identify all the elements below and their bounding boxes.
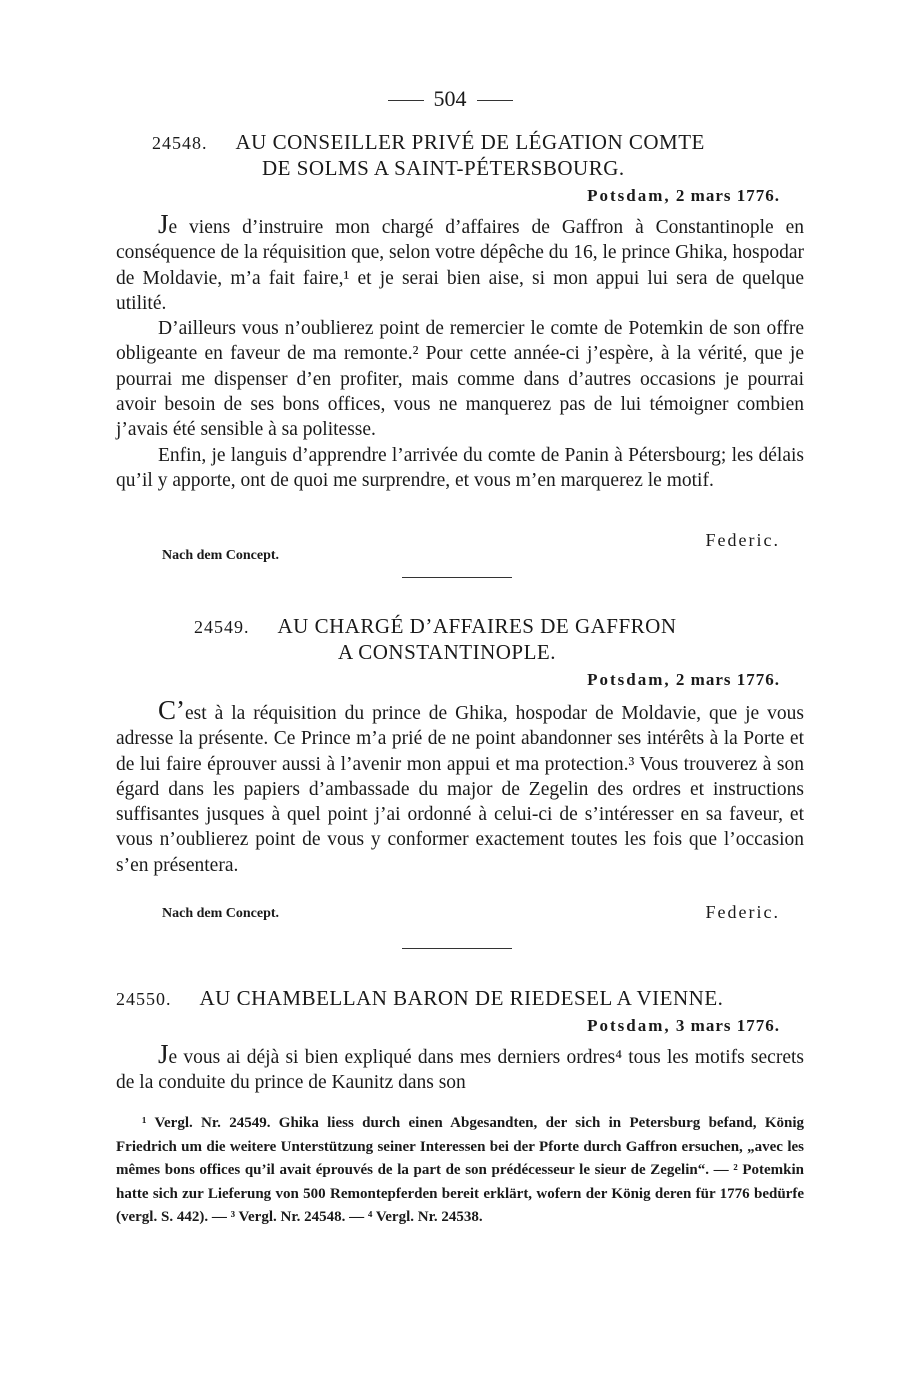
footnote-text: ¹ Vergl. Nr. 24549. Ghika liess durch einen Abgesandten, der sich in Petersburg befand, König Friedrich um die weitere Unterstützung seiner Interessen bei der Pforte durch Gaffron ersuchen, „avec les mêmes bons offices qu’il avait éprouvés de la part de son prédécesseur le sieur de Zegelin“. — ² Potemkin hatte sich zur Lieferung von 500 Remontepferden bereit erklärt, wofern der König deren für 1776 bedürfe (vergl. S. 442). — ³ Vergl. Nr. 24548. — ⁴ Vergl. Nr. 24538. [116,1115,804,1225]
dateline-24549 [587,670,780,690]
letter-number: 24549. [194,617,250,637]
letter-heading-line2: DE SOLMS A SAINT-PÉTERSBOURG. [262,156,625,180]
letter-heading-24550 [116,984,723,1013]
dateline-24548 [587,186,780,206]
dateline-date: 2 mars 1776. [675,186,780,205]
letter-body-24549 [116,695,804,878]
letter-body-24550 [116,1039,804,1096]
paragraph: D’ailleurs vous n’oublierez point de remercier le comte de Potemkin de son offre obligeante en faveur de ma remonte.² Pour cette année-ci j’espère, à la vérité, que je pourrai me dispenser d’en profiter, mais comme dans d’autres occasions je pourrai avoir besoin de ses bons offices, vous ne manquerez pas de lui témoigner combien j’avais été sensible à sa politesse. [116,318,804,441]
page-number: 504 [433,86,467,111]
letter-heading-line1: AU CONSEILLER PRIVÉ DE LÉGATION COMTE [235,130,705,154]
letter-heading-24549 [194,612,677,641]
letter-number: 24550. [116,989,172,1009]
dateline-place: Potsdam, [587,1016,671,1035]
letter-heading-line2: A CONSTANTINOPLE. [338,640,556,664]
page-number-row [0,86,900,112]
paragraph: Enfin, je languis d’apprendre l’arrivée du comte de Panin à Pétersbourg; les délais qu’il y apporte, ont de quoi me surprendre, et vous m’en marquerez le motif. [116,444,804,491]
dateline-place: Potsdam, [587,670,671,689]
page-number-dash-right [477,100,513,101]
section-divider [402,948,512,949]
paragraph: Je vous ai déjà si bien expliqué dans mes derniers ordres⁴ tous les motifs secrets de la conduite du prince de Kaunitz dans son [116,1039,804,1094]
dateline-place: Potsdam, [587,186,671,205]
source-note: Nach dem Concept. [162,906,280,921]
dateline-date: 2 mars 1776. [675,670,780,689]
section-divider [402,577,512,578]
signature: Federic. [705,530,780,550]
page-number-dash-left [388,100,424,101]
paragraph: C’est à la réquisition du prince de Ghika, hospodar de Moldavie, que je vous adresse la présente. Ce Prince m’a prié de ne point abandonner ses intérêts à la Porte et de lui faire éprouver aussi à l’avenir mon appui et ma protection.³ Vous trouverez à son égard dans les papiers d’ambassade du major de Zegelin des ordres et instructions suffisantes jusques à quel point j’ai ordonné à celui-ci de s’intéresser en sa faveur, et vous n’oublierez point de vous y conformer exactement toutes les fois que l’occasion s’en présentera. [116,695,804,876]
source-note: Nach dem Concept. [162,548,280,563]
letter-number: 24548. [152,133,208,153]
paragraph: Je viens d’instruire mon chargé d’affaires de Gaffron à Constantinople en conséquence de la réquisition que, selon votre dépêche du 16, le prince Ghika, hospodar de Moldavie, m’a fait faire,¹ et je serai bien aise, si mon appui lui sera de quelque utilité. [116,209,804,314]
footnotes [116,1112,804,1230]
dateline-24550 [587,1016,780,1036]
letter-body-24548 [116,209,804,493]
letter-heading-line1: AU CHAMBELLAN BARON DE RIEDESEL A VIENNE. [199,986,724,1010]
signature: Federic. [705,902,780,922]
letter-heading-24548 [152,128,705,157]
dateline-date: 3 mars 1776. [675,1016,780,1035]
letter-heading-line1: AU CHARGÉ D’AFFAIRES DE GAFFRON [277,614,677,638]
